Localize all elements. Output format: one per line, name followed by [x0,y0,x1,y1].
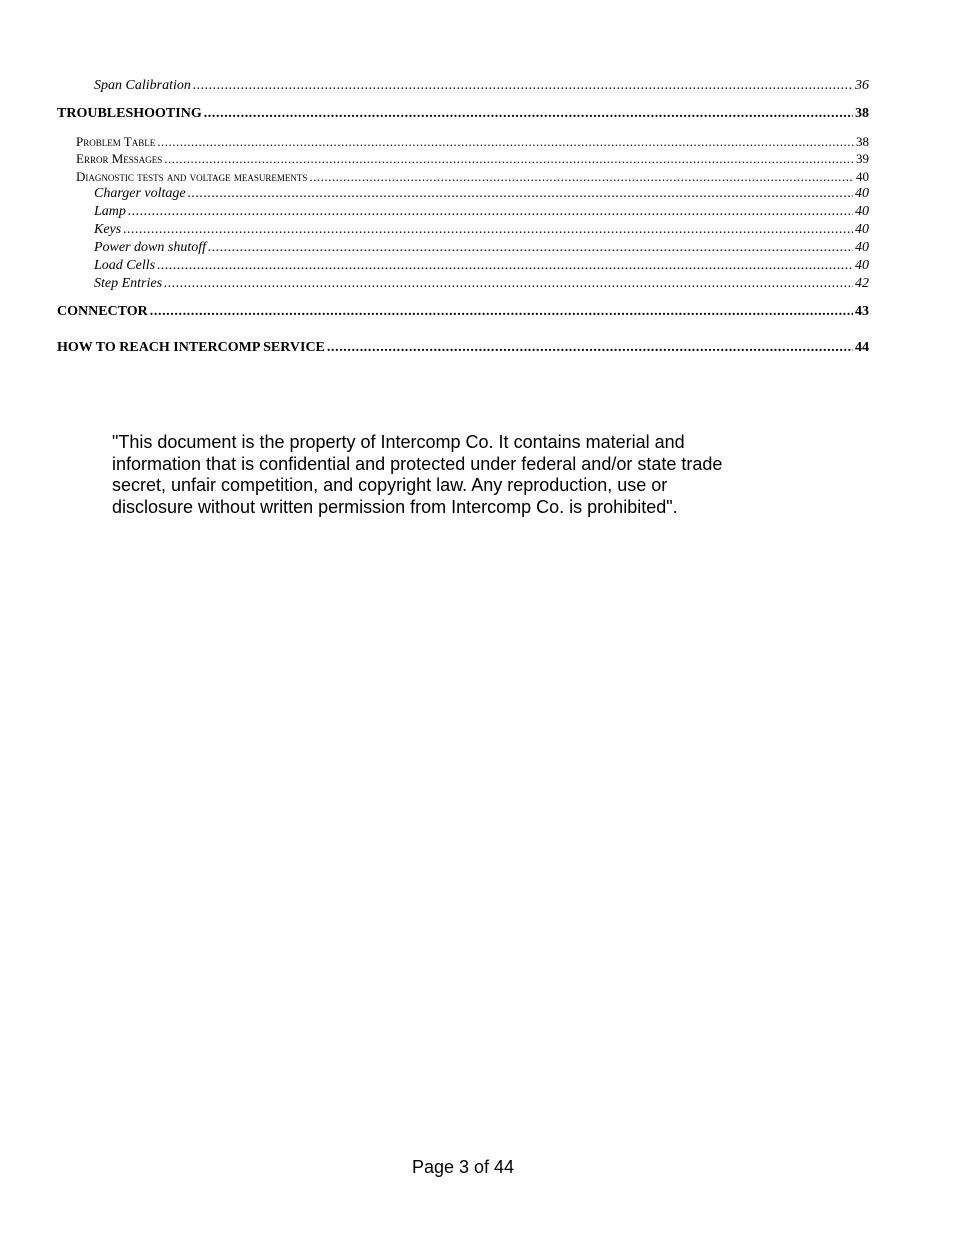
toc-entry-span-calibration[interactable] [94,78,869,94]
toc-page-number: 40 [855,222,869,237]
toc-leader [123,222,853,238]
toc-page-number: 44 [855,340,869,355]
toc-title: TROUBLESHOOTING [57,106,202,121]
toc-leader [164,151,854,167]
toc-page-number: 40 [855,258,869,273]
toc-entry-load-cells[interactable] [94,258,869,274]
page-footer [0,1157,926,1178]
toc-entry-problem-table[interactable] [76,134,869,150]
toc-leader [164,276,853,292]
toc-page-number: 43 [855,304,869,319]
toc-entry-connector[interactable] [57,304,869,320]
toc-entry-charger-voltage[interactable] [94,186,869,202]
toc-leader [157,258,853,274]
toc-entry-step-entries[interactable] [94,276,869,292]
confidentiality-notice [112,432,772,518]
toc-title: Span Calibration [94,78,191,93]
toc-page-number: 36 [855,78,869,93]
page-number-label: Page 3 of 44 [411,1157,515,1177]
toc-title: Error Messages [76,151,163,166]
toc-leader [204,106,853,122]
toc-page-number: 40 [855,186,869,201]
toc-title: Power down shutoff [94,240,207,255]
toc-entry-how-to-reach-service[interactable] [57,340,869,356]
notice-line: information that is confidential and protected under federal and/or state trade [112,453,723,474]
notice-line: disclosure without written permission from Intercomp Co. is prohibited". [112,496,678,517]
notice-line: "This document is the property of Intercomp Co. It contains material and [112,432,685,452]
toc-leader [208,240,853,256]
toc-title: CONNECTOR [57,304,148,319]
toc-title: Keys [94,222,122,237]
toc-title: Diagnostic tests and voltage measurements [76,169,308,184]
toc-leader [309,169,854,185]
toc-title: Problem Table [76,134,156,149]
toc-page-number: 38 [856,134,869,149]
toc-entry-lamp[interactable] [94,204,869,220]
toc-leader [128,204,853,220]
toc-page-number: 40 [856,169,869,184]
toc-title: Charger voltage [94,186,186,201]
toc-entry-power-down-shutoff[interactable] [94,240,869,256]
toc-title: Step Entries [94,276,163,291]
toc-title: HOW TO REACH INTERCOMP SERVICE [57,340,325,355]
toc-entry-diagnostic-tests[interactable] [76,169,869,185]
toc-page-number: 39 [856,151,869,166]
toc-page-number: 40 [855,204,869,219]
toc-leader [188,186,853,202]
toc-title: Lamp [94,204,126,219]
toc-entry-troubleshooting[interactable] [57,106,869,122]
toc-page-number: 42 [855,276,869,291]
notice-line: secret, unfair competition, and copyright law. Any reproduction, use or [112,475,668,495]
toc-page-number: 40 [855,240,869,255]
toc-leader [193,78,853,94]
toc-entry-error-messages[interactable] [76,151,869,167]
toc-entry-keys[interactable] [94,222,869,238]
toc-leader [150,304,853,320]
toc-leader [327,340,853,356]
toc-title: Load Cells [94,258,156,273]
toc-page-number: 38 [855,106,869,121]
toc-leader [157,134,854,150]
